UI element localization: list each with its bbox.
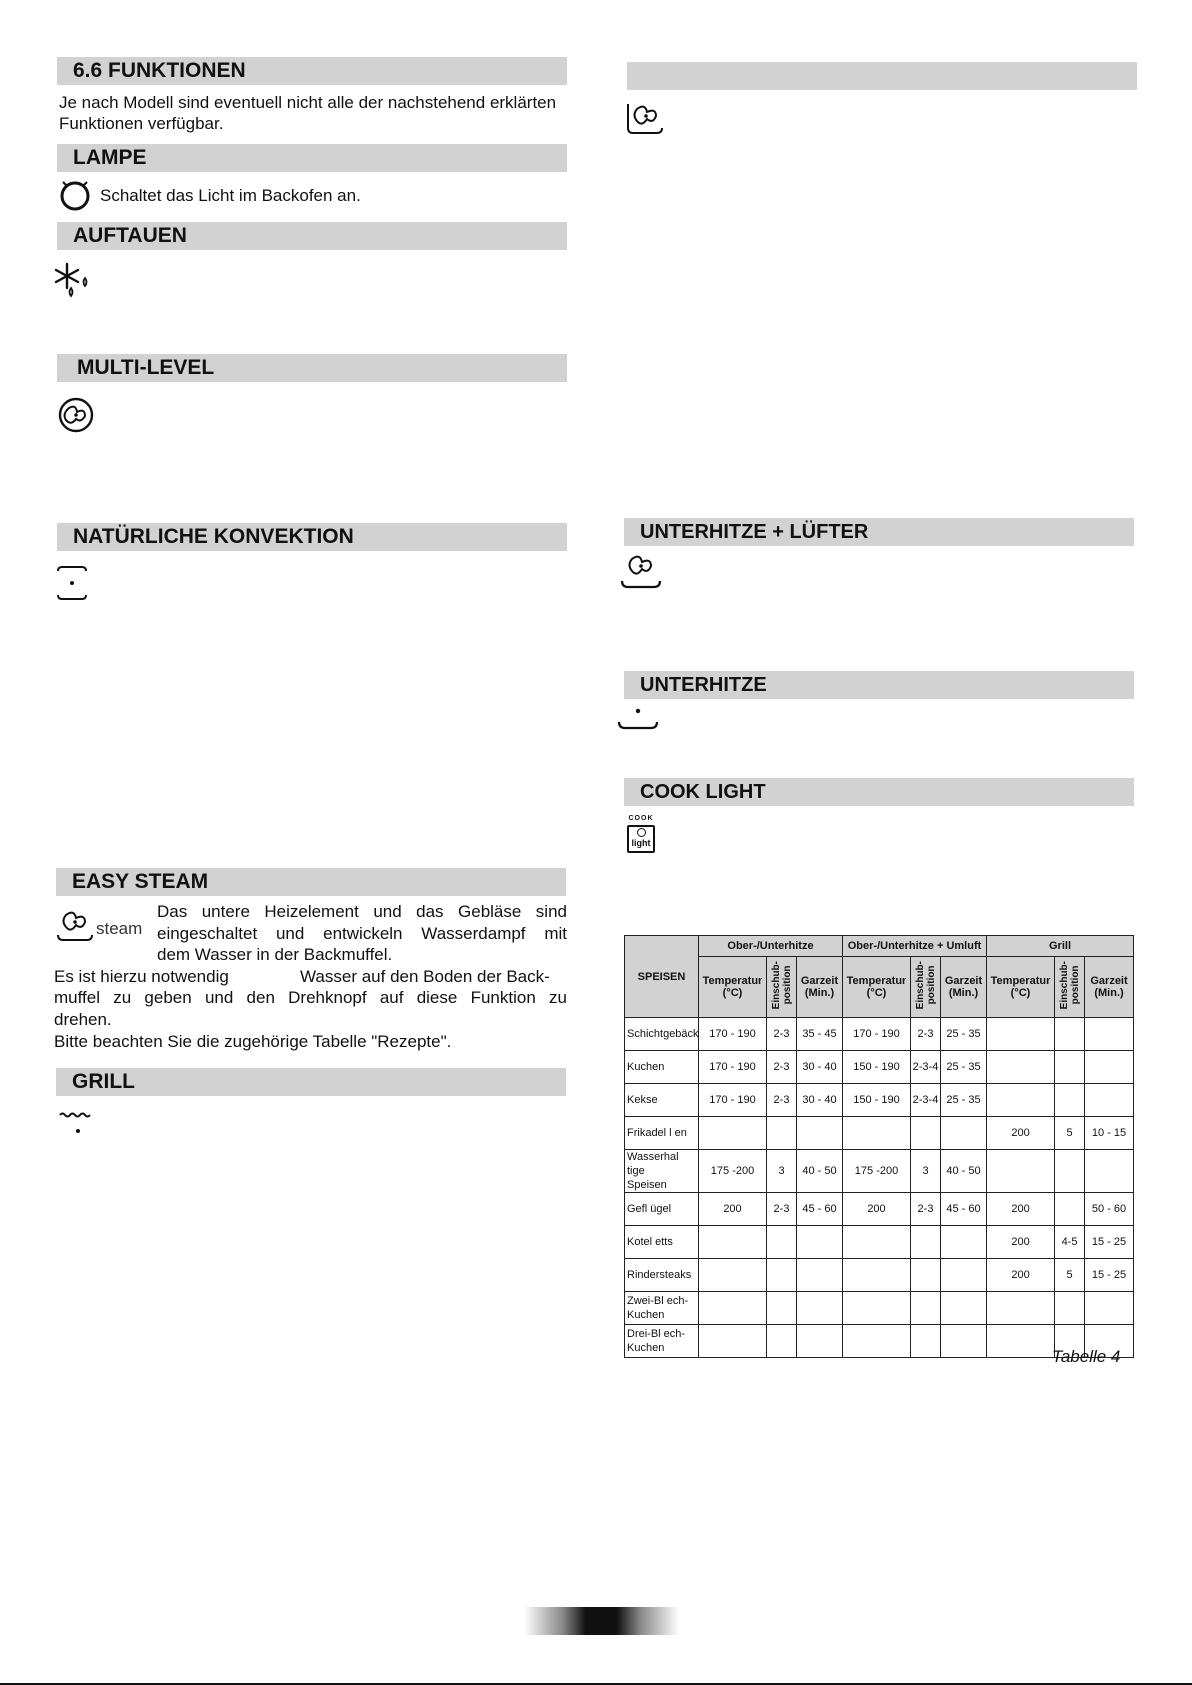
dish-cell: Schichtgebäck — [625, 1018, 699, 1051]
easysteam-para3: Bitte beachten Sie die zugehörige Tabelle "Rezepte". — [54, 1032, 452, 1051]
value-cell: 170 - 190 — [699, 1018, 767, 1051]
value-cell — [767, 1292, 797, 1325]
value-cell — [767, 1259, 797, 1292]
value-cell: 15 - 25 — [1085, 1226, 1134, 1259]
dish-cell: Zwei-Bl ech- Kuchen — [625, 1292, 699, 1325]
easysteam-line-3: dem Wasser in der Backmuffel. — [157, 945, 393, 964]
value-cell: 200 — [699, 1193, 767, 1226]
value-cell: 170 - 190 — [699, 1084, 767, 1117]
value-cell — [941, 1226, 987, 1259]
value-cell: 10 - 15 — [1085, 1117, 1134, 1150]
value-cell — [1085, 1018, 1134, 1051]
easysteam-line-2: eingeschaltet und entwickeln Wasserdampf mit — [157, 924, 567, 943]
section-header-top-right — [627, 62, 1137, 90]
value-cell — [767, 1117, 797, 1150]
dish-cell: Wasserhal tige Speisen — [625, 1150, 699, 1193]
table-row — [625, 1193, 1134, 1226]
value-cell: 25 - 35 — [941, 1051, 987, 1084]
value-cell — [699, 1325, 767, 1358]
value-cell: 150 - 190 — [843, 1084, 911, 1117]
value-cell — [843, 1292, 911, 1325]
easysteam-para2d: drehen. — [54, 1010, 112, 1029]
value-cell — [987, 1292, 1055, 1325]
cook-light-icon — [626, 815, 656, 853]
dish-cell: Rindersteaks — [625, 1259, 699, 1292]
value-cell: 150 - 190 — [843, 1051, 911, 1084]
sub-header-einschub-position — [767, 957, 797, 1018]
section-header-unterhitze: UNTERHITZE — [624, 671, 1134, 699]
dish-cell: Kotel etts — [625, 1226, 699, 1259]
value-cell — [843, 1259, 911, 1292]
value-cell: 175 -200 — [843, 1150, 911, 1193]
value-cell: 200 — [987, 1193, 1055, 1226]
section-header-lampe: LAMPE — [57, 144, 567, 172]
value-cell: 2-3-4 — [911, 1051, 941, 1084]
value-cell: 45 - 60 — [797, 1193, 843, 1226]
group-header-umluft: Ober-/Unterhitze + Umluft — [843, 936, 987, 957]
group-header-ober-unterhitze: Ober-/Unterhitze — [699, 936, 843, 957]
intro-line-1: Je nach Modell sind eventuell nicht alle der nachstehend erklärten — [59, 93, 557, 112]
value-cell: 25 - 35 — [941, 1084, 987, 1117]
sub-header-einschub-position — [911, 957, 941, 1018]
cook-light-icon-bottom-text: light — [631, 838, 651, 848]
value-cell — [699, 1117, 767, 1150]
value-cell — [1085, 1051, 1134, 1084]
section-header-grill: GRILL — [56, 1068, 566, 1096]
section-header-unterhitze-luefter: UNTERHITZE + LÜFTER — [624, 518, 1134, 546]
value-cell — [911, 1117, 941, 1150]
value-cell — [843, 1117, 911, 1150]
value-cell — [987, 1051, 1055, 1084]
table-row — [625, 1292, 1134, 1325]
intro-line-2: Funktionen verfügbar. — [59, 114, 224, 133]
fan-bottom-heat-icon — [620, 553, 662, 591]
steam-fan-icon — [56, 907, 94, 943]
section-header-easysteam: EASY STEAM — [56, 868, 566, 896]
col-header-speisen: SPEISEN — [625, 936, 699, 1018]
sub-header-garzeit: Garzeit (Min.) — [1085, 957, 1134, 1018]
sub-header-einschub-label: Einschub- position — [1058, 961, 1081, 1010]
cook-light-icon-circle — [637, 828, 646, 837]
value-cell: 5 — [1055, 1259, 1085, 1292]
value-cell: 25 - 35 — [941, 1018, 987, 1051]
value-cell: 2-3 — [767, 1051, 797, 1084]
sub-header-einschub-label: Einschub- position — [770, 961, 793, 1010]
value-cell — [941, 1259, 987, 1292]
cook-light-icon-top-text: COOK — [628, 815, 654, 822]
value-cell — [941, 1292, 987, 1325]
table-row — [625, 1084, 1134, 1117]
value-cell: 4-5 — [1055, 1226, 1085, 1259]
table-row — [625, 1018, 1134, 1051]
value-cell: 5 — [1055, 1117, 1085, 1150]
table-row — [625, 1117, 1134, 1150]
value-cell — [767, 1325, 797, 1358]
dish-cell: Drei-Bl ech- Kuchen — [625, 1325, 699, 1358]
value-cell: 200 — [987, 1259, 1055, 1292]
section-header-funktionen: 6.6 FUNKTIONEN — [57, 57, 567, 85]
value-cell: 2-3 — [911, 1018, 941, 1051]
value-cell: 30 - 40 — [797, 1084, 843, 1117]
value-cell: 50 - 60 — [1085, 1193, 1134, 1226]
value-cell: 3 — [767, 1150, 797, 1193]
sub-header-einschub-position — [1055, 957, 1085, 1018]
value-cell — [941, 1325, 987, 1358]
value-cell — [699, 1226, 767, 1259]
value-cell: 2-3 — [911, 1193, 941, 1226]
value-cell — [1055, 1292, 1085, 1325]
value-cell — [987, 1150, 1055, 1193]
value-cell — [797, 1259, 843, 1292]
sub-header-garzeit: Garzeit (Min.) — [941, 957, 987, 1018]
value-cell — [797, 1325, 843, 1358]
value-cell — [1055, 1150, 1085, 1193]
section-header-cooklight: COOK LIGHT — [624, 778, 1134, 806]
steam-icon-label: steam — [96, 919, 143, 938]
value-cell: 2-3 — [767, 1193, 797, 1226]
value-cell: 175 -200 — [699, 1150, 767, 1193]
value-cell: 200 — [843, 1193, 911, 1226]
value-cell — [987, 1325, 1055, 1358]
grill-icon — [58, 1111, 98, 1141]
value-cell — [1085, 1084, 1134, 1117]
recipe-table — [624, 935, 1134, 1358]
easysteam-para2b: Wasser auf den Boden der Back- — [300, 967, 550, 986]
table-row — [625, 1226, 1134, 1259]
value-cell — [987, 1018, 1055, 1051]
table-row — [625, 1051, 1134, 1084]
value-cell: 200 — [987, 1226, 1055, 1259]
value-cell: 45 - 60 — [941, 1193, 987, 1226]
value-cell — [911, 1226, 941, 1259]
value-cell — [1085, 1292, 1134, 1325]
section-header-konvektion: NATÜRLICHE KONVEKTION — [57, 523, 567, 551]
value-cell — [987, 1084, 1055, 1117]
value-cell — [911, 1325, 941, 1358]
section-header-multilevel: MULTI-LEVEL — [57, 354, 567, 382]
value-cell: 40 - 50 — [941, 1150, 987, 1193]
value-cell — [767, 1226, 797, 1259]
defrost-icon — [53, 262, 93, 298]
value-cell — [699, 1259, 767, 1292]
value-cell — [1055, 1018, 1085, 1051]
value-cell: 30 - 40 — [797, 1051, 843, 1084]
value-cell — [699, 1292, 767, 1325]
easysteam-line-1: Das untere Heizelement und das Gebläse sind — [157, 902, 567, 921]
value-cell — [1055, 1051, 1085, 1084]
section-header-auftauen: AUFTAUEN — [57, 222, 567, 250]
dish-cell: Gefl ügel — [625, 1193, 699, 1226]
sub-header-temperatur: Temperatur (°C) — [843, 957, 911, 1018]
dish-cell: Kuchen — [625, 1051, 699, 1084]
value-cell: 3 — [911, 1150, 941, 1193]
value-cell — [1085, 1150, 1134, 1193]
value-cell — [797, 1226, 843, 1259]
value-cell: 35 - 45 — [797, 1018, 843, 1051]
value-cell: 170 - 190 — [843, 1018, 911, 1051]
value-cell: 2-3 — [767, 1018, 797, 1051]
value-cell — [941, 1117, 987, 1150]
value-cell — [843, 1325, 911, 1358]
value-cell: 15 - 25 — [1085, 1259, 1134, 1292]
value-cell — [1055, 1084, 1085, 1117]
value-cell: 40 - 50 — [797, 1150, 843, 1193]
lamp-icon — [57, 179, 93, 213]
value-cell — [843, 1226, 911, 1259]
page-number-bar — [524, 1607, 679, 1635]
value-cell: 2-3 — [767, 1084, 797, 1117]
lampe-text: Schaltet das Licht im Backofen an. — [100, 186, 361, 205]
value-cell: 170 - 190 — [699, 1051, 767, 1084]
cook-light-icon-box — [627, 825, 655, 853]
value-cell — [797, 1292, 843, 1325]
table-row — [625, 1259, 1134, 1292]
easysteam-para2a: Es ist hierzu notwendig — [54, 967, 229, 986]
sub-header-temperatur: Temperatur (°C) — [987, 957, 1055, 1018]
value-cell — [797, 1117, 843, 1150]
value-cell — [911, 1292, 941, 1325]
group-header-grill: Grill — [987, 936, 1134, 957]
easysteam-para2c: muffel zu geben und den Drehknopf auf diese Funktion zu — [54, 988, 567, 1007]
table-row — [625, 1150, 1134, 1193]
sub-header-garzeit: Garzeit (Min.) — [797, 957, 843, 1018]
bottom-heat-icon — [617, 704, 659, 734]
value-cell: 200 — [987, 1117, 1055, 1150]
value-cell: 2-3-4 — [911, 1084, 941, 1117]
fan-bottom-icon — [625, 100, 665, 136]
dish-cell: Frikadel l en — [625, 1117, 699, 1150]
value-cell — [1055, 1193, 1085, 1226]
table-caption: Tabelle 4 — [1052, 1347, 1121, 1366]
value-cell — [911, 1259, 941, 1292]
dish-cell: Kekse — [625, 1084, 699, 1117]
sub-header-einschub-label: Einschub- position — [914, 961, 937, 1010]
sub-header-temperatur: Temperatur (°C) — [699, 957, 767, 1018]
top-bottom-heat-icon — [56, 565, 90, 601]
multilevel-fan-icon — [56, 396, 96, 434]
